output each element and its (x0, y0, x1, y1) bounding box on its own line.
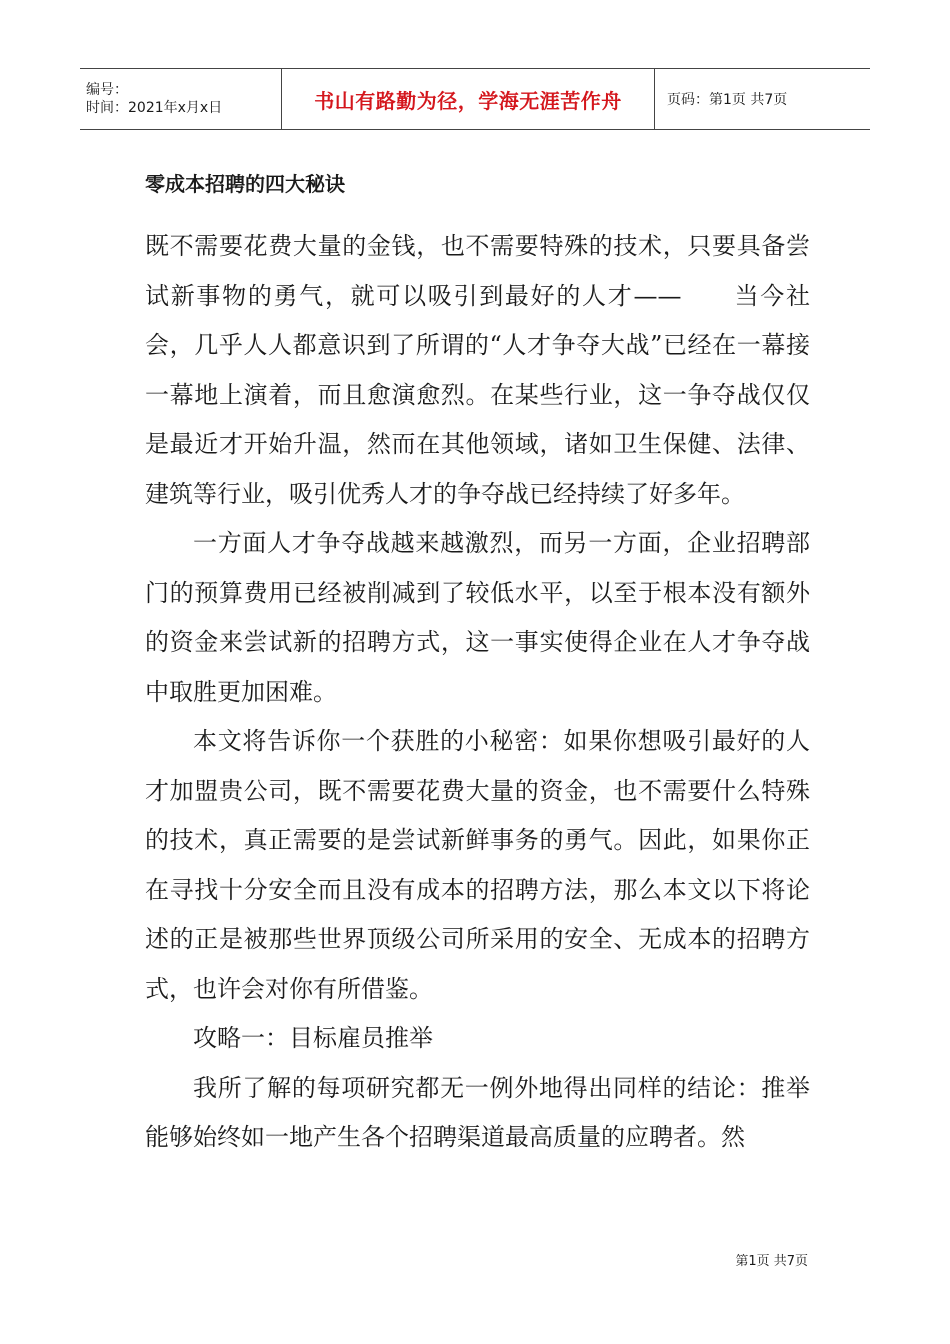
document-body (145, 222, 810, 1163)
paragraph: 本文将告诉你一个获胜的小秘密：如果你想吸引最好的人才加盟贵公司，既不需要花费大量的资金，也不需要什么特殊的技术，真正需要的是尝试新鲜事务的勇气。因此，如果你正在寻找十分安全而且没有成本的招聘方法，那么本文以下将论述的正是被那些世界顶级公司所采用的安全、无成本的招聘方式，也许会对你有所借鉴。 (145, 727, 810, 1003)
header-page-info: 页码：第1页 共7页 (667, 92, 788, 108)
page-header (80, 68, 870, 130)
page-footer: 第1页 共7页 (735, 1254, 808, 1269)
header-motto: 书山有路勤为径，学海无涯苦作舟 (314, 88, 622, 113)
header-meta (80, 69, 282, 129)
document-title: 零成本招聘的四大秘诀 (145, 172, 345, 196)
paragraph: 既不需要花费大量的金钱，也不需要特殊的技术，只要具备尝试新事物的勇气，就可以吸引到最好的人才—— 当今社会，几乎人人都意识到了所谓的“人才争夺大战”已经在一幕接一幕地上演着，而且愈演愈烈。在某些行业，这一争夺战仅仅是最近才开始升温，然而在其他领域，诸如卫生保健、法律、建筑等行业，吸引优秀人才的争夺战已经持续了好多年。 (145, 232, 810, 508)
section-heading: 攻略一：目标雇员推举 (193, 1024, 433, 1052)
document-date: 时间：2021年x月x日 (86, 100, 223, 116)
paragraph: 我所了解的每项研究都无一例外地得出同样的结论：推举能够始终如一地产生各个招聘渠道最高质量的应聘者。然 (145, 1073, 810, 1151)
header-motto-cell (282, 69, 655, 129)
paragraph: 一方面人才争夺战越来越激烈，而另一方面，企业招聘部门的预算费用已经被削减到了较低水平，以至于根本没有额外的资金来尝试新的招聘方式，这一事实使得企业在人才争夺战中取胜更加困难。 (145, 529, 810, 706)
document-number-label: 编号： (86, 82, 128, 98)
